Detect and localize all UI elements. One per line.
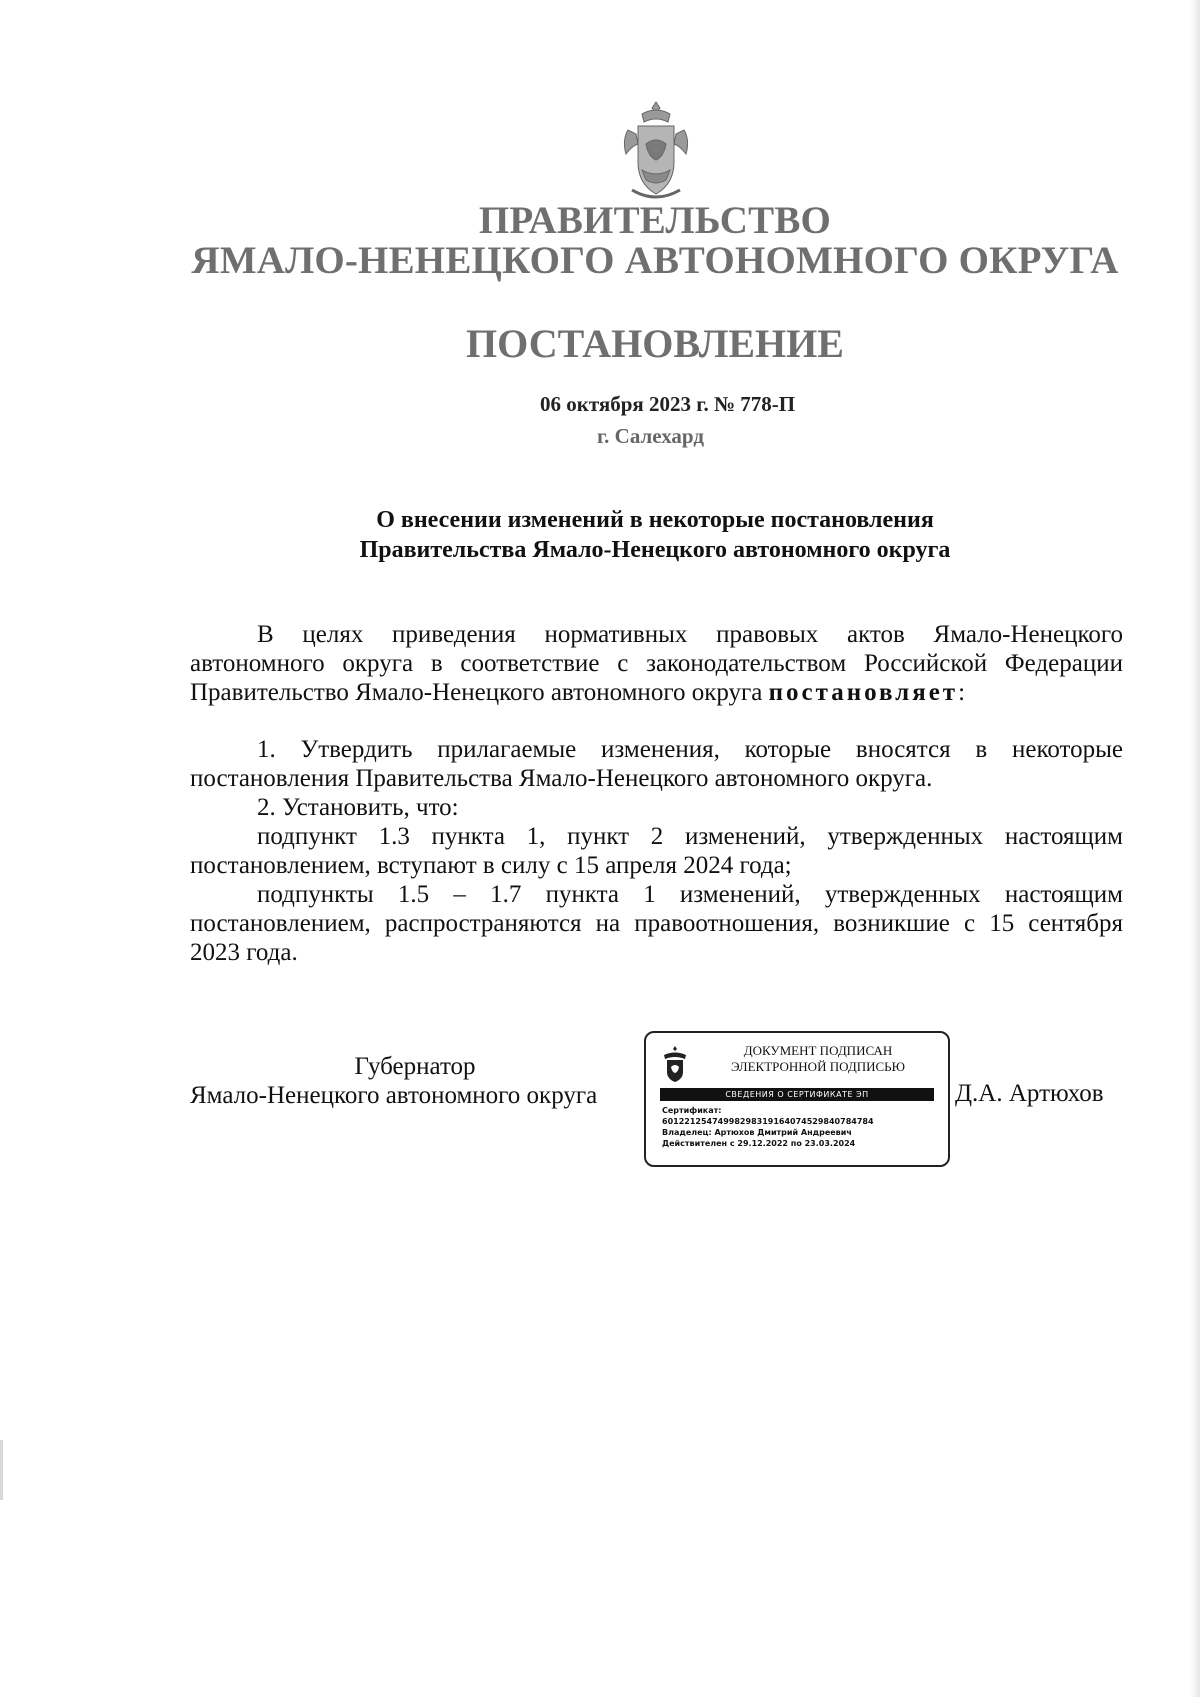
page-edge-mark — [0, 1440, 3, 1500]
item-2-sub-2: подпункты 1.5 – 1.7 пункта 1 изменений, утвержденных настоящим постановлением, распространяются на правоотношения, возникшие с 15 сентября 2023 года. — [190, 881, 1123, 966]
item-2-sub-1: подпункт 1.3 пункта 1, пункт 2 изменений, утвержденных настоящим постановлением, вступают в силу с 15 апреля 2024 года; — [190, 823, 1123, 879]
stamp-line2: ЭЛЕКТРОННОЙ ПОДПИСЬЮ — [731, 1059, 905, 1074]
item-2: 2. Установить, что: — [257, 794, 459, 821]
stamp-valid: Действителен с 29.12.2022 по 23.03.2024 — [662, 1139, 856, 1148]
stamp-owner: Владелец: Артюхов Дмитрий Андреевич — [662, 1128, 852, 1137]
document-date-number: 06 октября 2023 г. № 778-П — [540, 392, 796, 416]
preamble — [190, 620, 1123, 707]
document-city: г. Салехард — [597, 424, 704, 448]
org-name-line1: ПРАВИТЕЛЬСТВО — [478, 199, 832, 242]
preamble-text: В целях приведения нормативных правовых актов Ямало-Ненецкого автономного округа в соответствие с законодательством Российской Федерации Правительство Ямало-Ненецкого автономного округа — [190, 621, 1123, 706]
title-line1: О внесении изменений в некоторые постановления — [376, 507, 934, 533]
document-type: ПОСТАНОВЛЕНИЕ — [466, 321, 844, 366]
preamble-colon: : — [958, 679, 966, 706]
org-name-line2: ЯМАЛО-НЕНЕЦКОГО АВТОНОМНОГО ОКРУГА — [191, 239, 1119, 282]
stamp-line1: ДОКУМЕНТ ПОДПИСАН — [743, 1043, 893, 1058]
title-line2: Правительства Ямало-Ненецкого автономного округа — [359, 537, 951, 563]
document-title — [190, 505, 1120, 565]
position-region: Ямало-Ненецкого автономного округа — [190, 1082, 598, 1109]
preamble-keyword: постановляет — [768, 679, 959, 706]
stamp-cert-label: Сертификат: — [662, 1106, 722, 1115]
stamp-cert-info — [662, 1105, 942, 1149]
coat-of-arms-icon — [618, 100, 694, 204]
stamp-emblem-icon — [660, 1045, 690, 1083]
stamp-cert-bar: СВЕДЕНИЯ О СЕРТИФИКАТЕ ЭП — [660, 1088, 934, 1101]
decree-items — [190, 735, 1123, 967]
electronic-signature-stamp — [644, 1031, 950, 1167]
stamp-heading — [696, 1043, 940, 1075]
signatory-name: Д.А. Артюхов — [955, 1080, 1104, 1107]
stamp-cert-number: 6012212547499829831916407452984078478​4 — [662, 1117, 874, 1126]
page-edge-shadow — [1190, 0, 1200, 1697]
position-title: Губернатор — [354, 1053, 476, 1080]
item-1: 1. Утвердить прилагаемые изменения, которые вносятся в некоторые постановления Правительства Ямало-Ненецкого автономного округа. — [190, 736, 1123, 792]
signatory-position — [190, 1052, 640, 1110]
